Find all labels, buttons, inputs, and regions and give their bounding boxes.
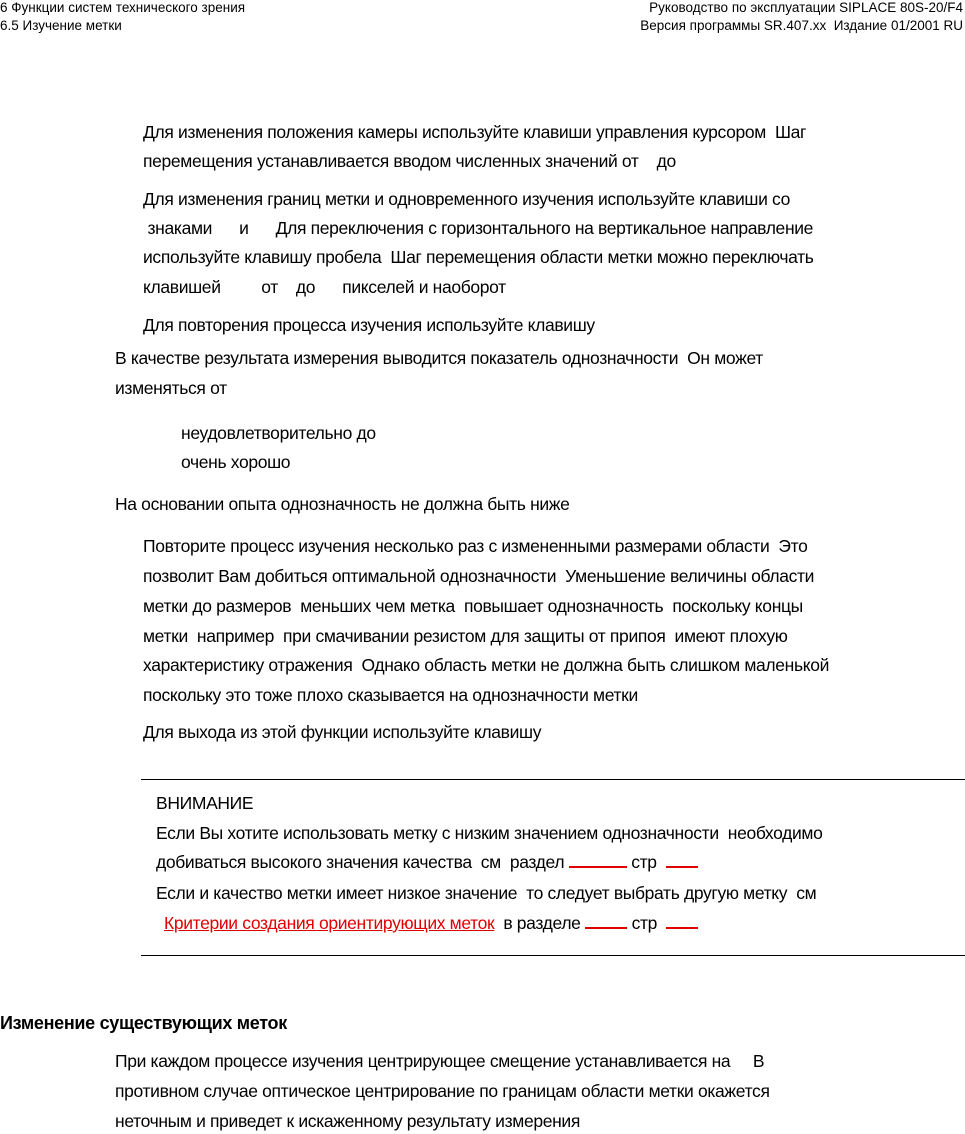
page-label: стр [626, 852, 662, 872]
criteria-link[interactable]: Критерии создания ориентирующих меток [164, 913, 495, 933]
paragraph-line: характеристику отражения Однако область метки не должна быть слишком маленькой [143, 655, 830, 675]
section-heading: Изменение существующих меток [0, 1013, 287, 1033]
header-manual: Руководство по эксплуатации SIPLACE 80S-20/F4 [649, 0, 963, 15]
attention-title: ВНИМАНИЕ [156, 793, 254, 813]
paragraph-line: Для изменения положения камеры используйте клавиши управления курсором Шаг [143, 122, 807, 142]
paragraph-line: Повторите процесс изучения несколько раз с измененными размерами области Это [143, 536, 808, 556]
attention-text: добиваться высокого значения качества см раздел [156, 852, 569, 872]
paragraph-line: знаками и Для переключения с горизонтального на вертикальное направление [143, 218, 814, 238]
paragraph-line: клавишей от до пикселей и наоборот [143, 277, 506, 297]
attention-text: в разделе [494, 913, 586, 933]
attention-line: Если Вы хотите использовать метку с низким значением однозначности необходимо [156, 823, 823, 843]
attention-line [164, 912, 698, 934]
paragraph-line: противном случае оптическое центрирование по границам области метки окажется [115, 1081, 770, 1101]
divider [141, 779, 965, 780]
range-line: очень хорошо [181, 452, 291, 472]
section-placeholder [585, 913, 627, 929]
paragraph-line: метки например при смачивании резистом для защиты от припоя имеют плохую [143, 626, 788, 646]
page-placeholder [666, 913, 698, 929]
page-placeholder [666, 852, 698, 868]
divider [141, 955, 965, 956]
paragraph-line: В качестве результата измерения выводится показатель однозначности Он может [115, 348, 763, 368]
paragraph-line: перемещения устанавливается вводом численных значений от до [143, 151, 676, 171]
paragraph-line: изменяться от [115, 378, 227, 398]
attention-line: Если и качество метки имеет низкое значение то следует выбрать другую метку см [156, 883, 817, 903]
page-label: стр [627, 913, 662, 933]
paragraph-line: На основании опыта однозначность не должна быть ниже [115, 494, 570, 514]
header-section: 6.5 Изучение метки [0, 18, 122, 33]
range-line: неудовлетворительно до [181, 423, 376, 443]
attention-line [156, 851, 698, 873]
paragraph-line: При каждом процессе изучения центрирующее смещение устанавливается на В [115, 1051, 765, 1071]
paragraph-line: Для повторения процесса изучения используйте клавишу [143, 315, 595, 335]
paragraph-line: Для изменения границ метки и одновременного изучения используйте клавиши со [143, 189, 790, 209]
paragraph-line: неточным и приведет к искаженному результату измерения [115, 1111, 580, 1131]
paragraph-line: метки до размеров меньших чем метка повышает однозначность поскольку концы [143, 596, 803, 616]
paragraph-line: используйте клавишу пробела Шаг перемещения области метки можно переключать [143, 247, 814, 267]
paragraph-line: Для выхода из этой функции используйте клавишу [143, 722, 542, 742]
header-version: Версия программы SR.407.xx Издание 01/2001 RU [640, 18, 963, 33]
header-chapter: 6 Функции систем технического зрения [0, 0, 246, 15]
paragraph-line: поскольку это тоже плохо сказывается на однозначности метки [143, 685, 638, 705]
section-placeholder [569, 852, 627, 868]
paragraph-line: позволит Вам добиться оптимальной однозначности Уменьшение величины области [143, 566, 815, 586]
